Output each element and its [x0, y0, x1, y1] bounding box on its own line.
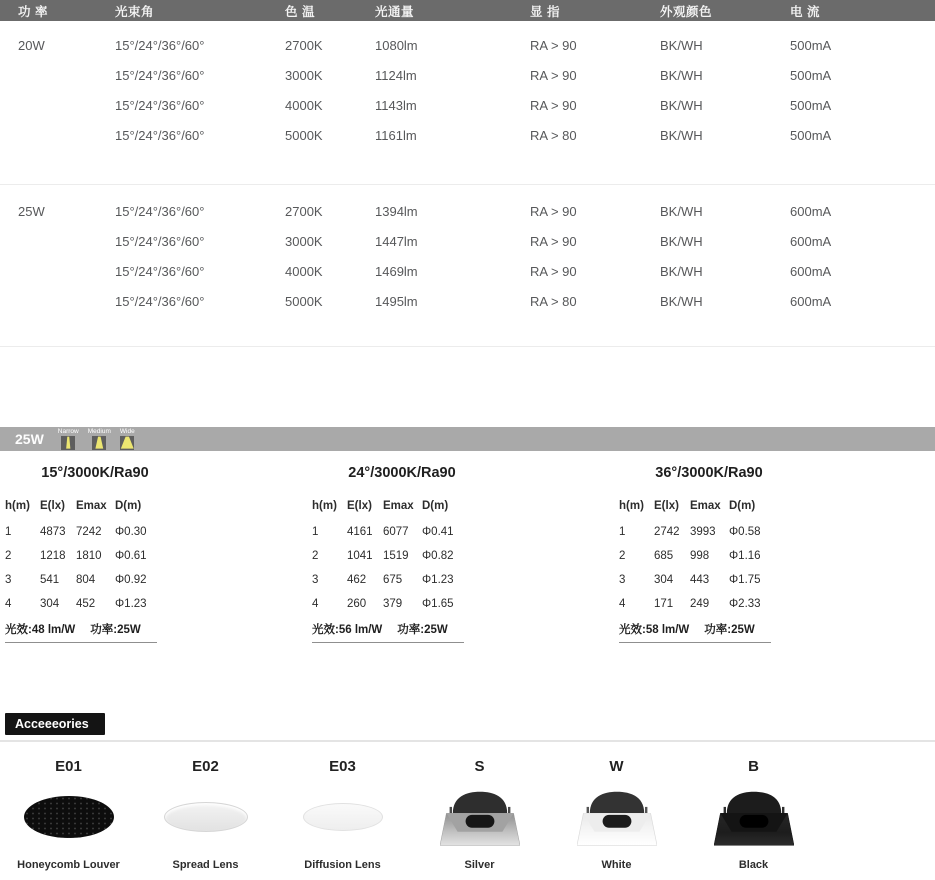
photometric-title: 15°/3000K/Ra90 [41, 464, 149, 481]
e-value: 4873 [40, 525, 66, 538]
flux-cell: 1161lm [375, 127, 417, 143]
beam-cell: 15°/24°/36°/60° [115, 263, 205, 279]
photometric-row [312, 592, 482, 616]
h-value: 1 [5, 525, 12, 538]
accessory-code: W [609, 757, 624, 775]
photometric-row [5, 544, 175, 568]
beam-cell: 15°/24°/36°/60° [115, 97, 205, 113]
e-value: 2742 [654, 525, 680, 538]
h-value: 3 [312, 573, 319, 586]
flux-cell: 1447lm [375, 233, 418, 249]
d-value: Φ1.65 [422, 597, 454, 610]
h-value: 3 [5, 573, 12, 586]
h-value: 1 [619, 525, 626, 538]
col-emax: Emax [690, 500, 721, 512]
photometric-section [0, 465, 935, 643]
photometric-header-row [312, 493, 482, 520]
d-value: Φ1.23 [422, 573, 454, 586]
spread-lens-image [164, 802, 248, 832]
photometric-title: 24°/3000K/Ra90 [348, 464, 456, 481]
photometric-header-row [5, 493, 175, 520]
accessory-honeycomb-louver [0, 758, 137, 871]
h-value: 2 [5, 549, 12, 562]
accessory-code: S [474, 757, 485, 775]
current-cell: 600mA [790, 293, 832, 309]
flux-cell: 1495lm [375, 293, 418, 309]
finish-cell: BK/WH [660, 97, 703, 113]
power-cell: 25W [18, 203, 45, 219]
photometric-header-row [619, 493, 789, 520]
col-e: E(lx) [654, 500, 679, 512]
flux-cell: 1124lm [375, 67, 417, 83]
spec-header-row [0, 0, 935, 21]
emax-value: 452 [76, 597, 96, 610]
photometric-row [5, 568, 175, 592]
beam-cell: 15°/24°/36°/60° [115, 67, 205, 83]
spec-row [0, 286, 935, 316]
header-beam-angle: 光束角 [115, 0, 285, 21]
finish-cell: BK/WH [660, 67, 703, 83]
silver-trim-image [440, 786, 520, 847]
current-cell: 500mA [790, 127, 832, 143]
efficacy-value: 光效:48 lm/W [5, 623, 76, 636]
cri-cell: RA > 90 [530, 203, 577, 219]
power-cell [0, 60, 115, 90]
photometric-row [312, 544, 482, 568]
spec-row [0, 226, 935, 256]
narrow-beam-icon [61, 436, 75, 450]
power-value: 功率:25W [397, 623, 448, 636]
spec-row [0, 196, 935, 226]
e-value: 1041 [347, 549, 373, 562]
current-cell: 500mA [790, 37, 832, 53]
flux-cell: 1469lm [375, 263, 418, 279]
header-flux: 光通量 [375, 0, 530, 21]
diffusion-lens-image [303, 803, 383, 831]
e-value: 304 [654, 573, 674, 586]
current-cell: 600mA [790, 263, 832, 279]
cri-cell: RA > 90 [530, 37, 577, 53]
power-cell: 20W [18, 37, 45, 53]
col-h: h(m) [5, 500, 30, 512]
col-d: D(m) [422, 500, 449, 512]
finish-cell: BK/WH [660, 233, 703, 249]
white-trim-image [577, 786, 657, 847]
photometric-row [619, 520, 789, 544]
wide-beam-option [120, 428, 135, 450]
col-e: E(lx) [347, 500, 372, 512]
beam-cell: 15°/24°/36°/60° [115, 293, 205, 309]
wide-beam-icon [120, 436, 134, 450]
photometric-footer [5, 621, 157, 643]
emax-value: 1810 [76, 549, 102, 562]
emax-value: 443 [690, 573, 710, 586]
h-value: 4 [5, 597, 12, 610]
medium-beam-option [88, 428, 111, 450]
finish-cell: BK/WH [660, 203, 703, 219]
photometric-row [5, 592, 175, 616]
d-value: Φ0.30 [115, 525, 147, 538]
medium-beam-label: Medium [87, 427, 111, 435]
e-value: 4161 [347, 525, 373, 538]
accessory-caption: Silver [464, 858, 495, 871]
cri-cell: RA > 90 [530, 67, 577, 83]
beam-icon-group [58, 428, 135, 450]
col-d: D(m) [729, 500, 756, 512]
col-e: E(lx) [40, 500, 65, 512]
finish-cell: BK/WH [660, 127, 703, 143]
d-value: Φ0.92 [115, 573, 147, 586]
photometric-row [619, 592, 789, 616]
accessory-spread-lens [137, 758, 274, 871]
cct-cell: 3000K [285, 67, 323, 83]
e-value: 685 [654, 549, 674, 562]
col-d: D(m) [115, 500, 142, 512]
flux-cell: 1394lm [375, 203, 418, 219]
col-emax: Emax [383, 500, 414, 512]
header-cri: 显 指 [530, 0, 660, 21]
beam-cell: 15°/24°/36°/60° [115, 127, 205, 143]
power-cell [0, 120, 115, 150]
accessory-diffusion-lens [274, 758, 411, 871]
header-cct: 色 温 [285, 0, 375, 21]
beam-cell: 15°/24°/36°/60° [115, 37, 205, 53]
wide-beam-label: Wide [119, 427, 135, 435]
cct-cell: 4000K [285, 263, 323, 279]
d-value: Φ1.75 [729, 573, 761, 586]
finish-cell: BK/WH [660, 37, 703, 53]
accessory-code: E03 [329, 757, 356, 775]
cri-cell: RA > 90 [530, 97, 577, 113]
accessories-row [0, 758, 935, 871]
current-cell: 500mA [790, 97, 832, 113]
photometric-footer [312, 621, 464, 643]
accessories-section-label: Acceeeories [5, 713, 105, 735]
e-value: 304 [40, 597, 60, 610]
h-value: 1 [312, 525, 319, 538]
divider [0, 316, 935, 346]
accessory-caption: Diffusion Lens [304, 858, 381, 871]
divider [0, 740, 935, 742]
spec-row [0, 256, 935, 286]
finish-cell: BK/WH [660, 293, 703, 309]
e-value: 260 [347, 597, 367, 610]
d-value: Φ1.23 [115, 597, 147, 610]
photometric-table-36deg [619, 465, 926, 643]
header-power: 功 率 [0, 0, 115, 21]
col-h: h(m) [312, 500, 337, 512]
accessory-black-trim [685, 758, 822, 871]
emax-value: 7242 [76, 525, 102, 538]
d-value: Φ2.33 [729, 597, 761, 610]
accessory-code: E02 [192, 757, 219, 775]
cct-cell: 2700K [285, 37, 323, 53]
h-value: 2 [619, 549, 626, 562]
accessory-code: B [748, 757, 759, 775]
flux-cell: 1080lm [375, 37, 418, 53]
cri-cell: RA > 90 [530, 263, 577, 279]
cct-cell: 5000K [285, 293, 323, 309]
divider [0, 150, 935, 184]
accessory-caption: White [601, 858, 632, 871]
current-cell: 500mA [790, 67, 832, 83]
header-finish: 外观颜色 [660, 0, 790, 21]
beam-cell: 15°/24°/36°/60° [115, 233, 205, 249]
accessories-section [0, 713, 935, 871]
d-value: Φ0.58 [729, 525, 761, 538]
spec-row [0, 90, 935, 120]
accessory-white-trim [548, 758, 685, 871]
finish-cell: BK/WH [660, 263, 703, 279]
beam-cell: 15°/24°/36°/60° [115, 203, 205, 219]
power-cell [0, 90, 115, 120]
photometric-row [312, 520, 482, 544]
honeycomb-louver-image [24, 796, 114, 838]
d-value: Φ1.16 [729, 549, 761, 562]
h-value: 4 [619, 597, 626, 610]
current-cell: 600mA [790, 203, 832, 219]
emax-value: 998 [690, 549, 710, 562]
h-value: 4 [312, 597, 319, 610]
flux-cell: 1143lm [375, 97, 417, 113]
accessory-silver-trim [411, 758, 548, 871]
emax-value: 675 [383, 573, 403, 586]
photometric-title: 36°/3000K/Ra90 [655, 464, 763, 481]
cri-cell: RA > 80 [530, 293, 577, 309]
e-value: 1218 [40, 549, 66, 562]
narrow-beam-label: Narrow [57, 427, 79, 435]
d-value: Φ0.82 [422, 549, 454, 562]
cct-cell: 4000K [285, 97, 323, 113]
efficacy-value: 光效:58 lm/W [619, 623, 690, 636]
e-value: 171 [654, 597, 674, 610]
emax-value: 3993 [690, 525, 716, 538]
e-value: 462 [347, 573, 367, 586]
cct-cell: 5000K [285, 127, 323, 143]
photometric-row [5, 520, 175, 544]
efficacy-value: 光效:56 lm/W [312, 623, 383, 636]
cct-cell: 2700K [285, 203, 323, 219]
photometric-row [312, 568, 482, 592]
spec-row [0, 120, 935, 150]
h-value: 2 [312, 549, 319, 562]
emax-value: 379 [383, 597, 403, 610]
header-current: 电 流 [790, 0, 935, 21]
col-h: h(m) [619, 500, 644, 512]
spec-row [0, 30, 935, 60]
photometric-table-24deg [312, 465, 619, 643]
narrow-beam-option [58, 428, 79, 450]
beam-bar-power-label: 25W [15, 430, 44, 447]
accessory-caption: Spread Lens [172, 858, 239, 871]
d-value: Φ0.61 [115, 549, 147, 562]
emax-value: 6077 [383, 525, 409, 538]
photometric-row [619, 568, 789, 592]
emax-value: 1519 [383, 549, 409, 562]
power-value: 功率:25W [704, 623, 755, 636]
emax-value: 804 [76, 573, 96, 586]
accessory-caption: Honeycomb Louver [17, 858, 120, 871]
emax-value: 249 [690, 597, 710, 610]
beam-options-bar [0, 427, 935, 451]
photometric-table-15deg [5, 465, 312, 643]
power-value: 功率:25W [90, 623, 141, 636]
photometric-row [619, 544, 789, 568]
h-value: 3 [619, 573, 626, 586]
accessory-caption: Black [738, 858, 769, 871]
col-emax: Emax [76, 500, 107, 512]
cri-cell: RA > 80 [530, 127, 577, 143]
current-cell: 600mA [790, 233, 832, 249]
accessory-code: E01 [55, 757, 82, 775]
power-cell [0, 286, 115, 316]
medium-beam-icon [92, 436, 106, 450]
spec-table [0, 0, 935, 347]
spec-row [0, 60, 935, 90]
power-cell [0, 226, 115, 256]
e-value: 541 [40, 573, 60, 586]
cri-cell: RA > 90 [530, 233, 577, 249]
power-cell [0, 256, 115, 286]
cct-cell: 3000K [285, 233, 323, 249]
photometric-footer [619, 621, 771, 643]
d-value: Φ0.41 [422, 525, 454, 538]
black-trim-image [714, 786, 794, 847]
